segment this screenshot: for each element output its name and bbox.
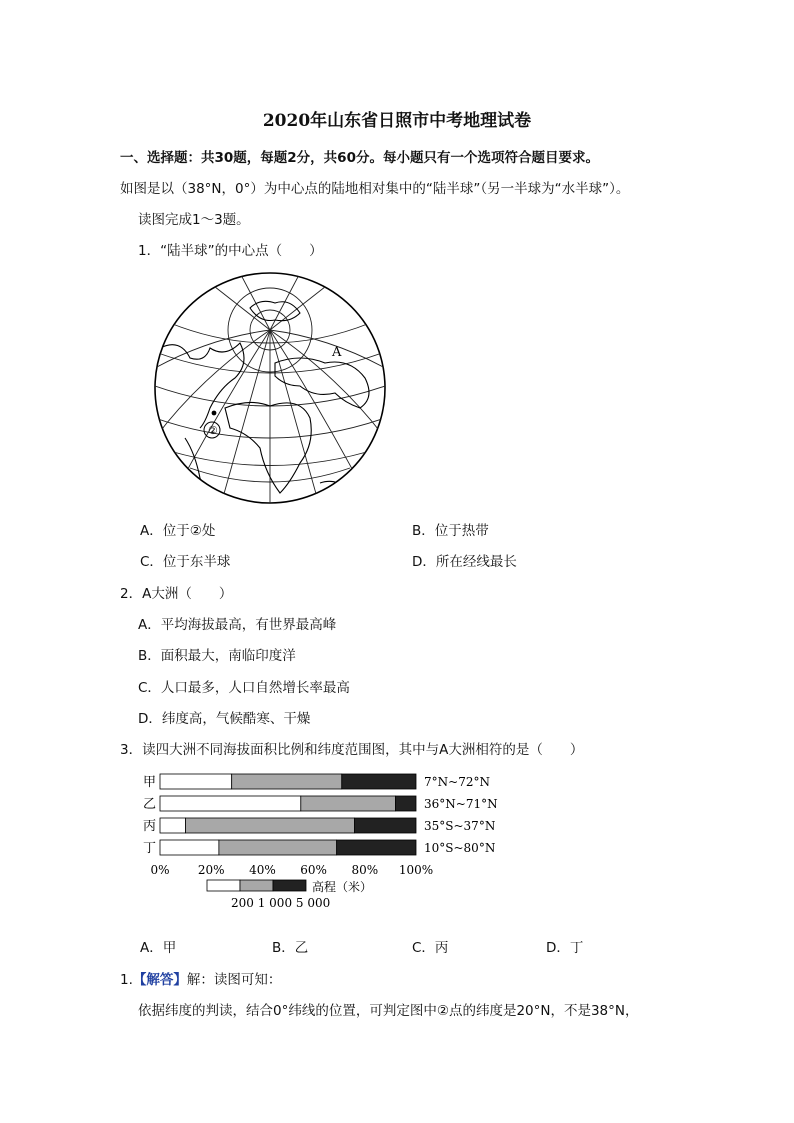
answer-line-1: 依据纬度的判读，结合0°纬线的位置，可判定图中②点的纬度是20°N，不是38°N， xyxy=(138,1003,639,1019)
q1-option-c: C．位于东半球 xyxy=(140,554,231,570)
q3-option-a: A．甲 xyxy=(140,940,177,956)
bar-segment xyxy=(160,840,219,855)
latitude-range-label: 7°N~72°N xyxy=(424,775,490,789)
bar-segment xyxy=(232,774,342,789)
bar-segment xyxy=(301,796,396,811)
q2-option-c: C．人口最多，人口自然增长率最高 xyxy=(138,680,350,696)
q2-option-a: A．平均海拔最高，有世界最高峰 xyxy=(138,617,337,633)
continent-a-label: A xyxy=(332,345,342,360)
bar-segment xyxy=(342,774,416,789)
x-tick-label: 40% xyxy=(249,863,276,877)
bar-segment xyxy=(219,840,337,855)
latitude-range-label: 10°S~80°N xyxy=(424,841,496,855)
latitude-range-label: 35°S~37°N xyxy=(424,819,496,833)
answer-tag: 【解答】 xyxy=(132,972,187,988)
latitude-range-label: 36°N~71°N xyxy=(424,797,498,811)
q2-option-b: B．面积最大，南临印度洋 xyxy=(138,648,296,664)
x-tick-label: 20% xyxy=(197,863,225,877)
answer-number: 1. xyxy=(120,972,133,988)
page-title: 2020年山东省日照市中考地理试卷 xyxy=(262,111,532,131)
elevation-latitude-chart xyxy=(135,768,515,920)
bar-segment xyxy=(337,840,416,855)
x-tick-label: 80% xyxy=(351,863,379,877)
q1-option-b: B．位于热带 xyxy=(412,523,489,539)
q3-option-b: B．乙 xyxy=(272,940,309,956)
x-tick-label: 0% xyxy=(150,863,170,877)
q2-option-d: D．纬度高，气候酷寒、干燥 xyxy=(138,711,311,727)
answer-lead: 解：读图可知： xyxy=(186,972,282,988)
legend-swatch xyxy=(207,880,240,891)
question-2-stem: 2．A大洲（ ） xyxy=(120,586,233,602)
bar-segment xyxy=(396,796,416,811)
row-label: 甲 xyxy=(143,775,157,790)
row-label: 乙 xyxy=(143,797,157,812)
answer-heading xyxy=(120,968,281,988)
question-3-stem: 3．读四大洲不同海拔面积比例和纬度范围图，其中与A大洲相符的是（ ） xyxy=(120,742,584,758)
legend-swatch xyxy=(240,880,273,891)
question-1-stem: 1．“陆半球”的中心点（ ） xyxy=(138,243,323,259)
legend-values: 200 1 000 5 000 xyxy=(231,896,331,910)
bar-segment xyxy=(160,774,232,789)
x-tick-label: 60% xyxy=(300,863,327,877)
legend-swatch xyxy=(273,880,306,891)
bar-segment xyxy=(355,818,416,833)
legend-title: 高程（米） xyxy=(312,880,373,894)
intro-text: 如图是以（38°N，0°）为中心点的陆地相对集中的“陆半球”（另一半球为“水半球”）。 xyxy=(120,181,630,197)
q1-option-a: A．位于②处 xyxy=(140,523,216,539)
land-hemisphere-globe xyxy=(150,268,390,508)
bar-segment xyxy=(186,818,355,833)
intro-text-2: 读图完成1～3题。 xyxy=(138,212,250,228)
row-label: 丁 xyxy=(143,841,157,856)
q3-option-d: D．丁 xyxy=(546,940,584,956)
bar-segment xyxy=(160,796,301,811)
section-heading: 一、选择题：共30题，每题2分，共60分。每小题只有一个选项符合题目要求。 xyxy=(120,150,599,166)
point-2-label: ② xyxy=(208,424,218,437)
x-tick-label: 100% xyxy=(398,863,434,877)
q1-option-d: D．所在经线最长 xyxy=(412,554,517,570)
row-label: 丙 xyxy=(143,819,157,834)
bar-segment xyxy=(160,818,186,833)
q3-option-c: C．丙 xyxy=(412,940,449,956)
